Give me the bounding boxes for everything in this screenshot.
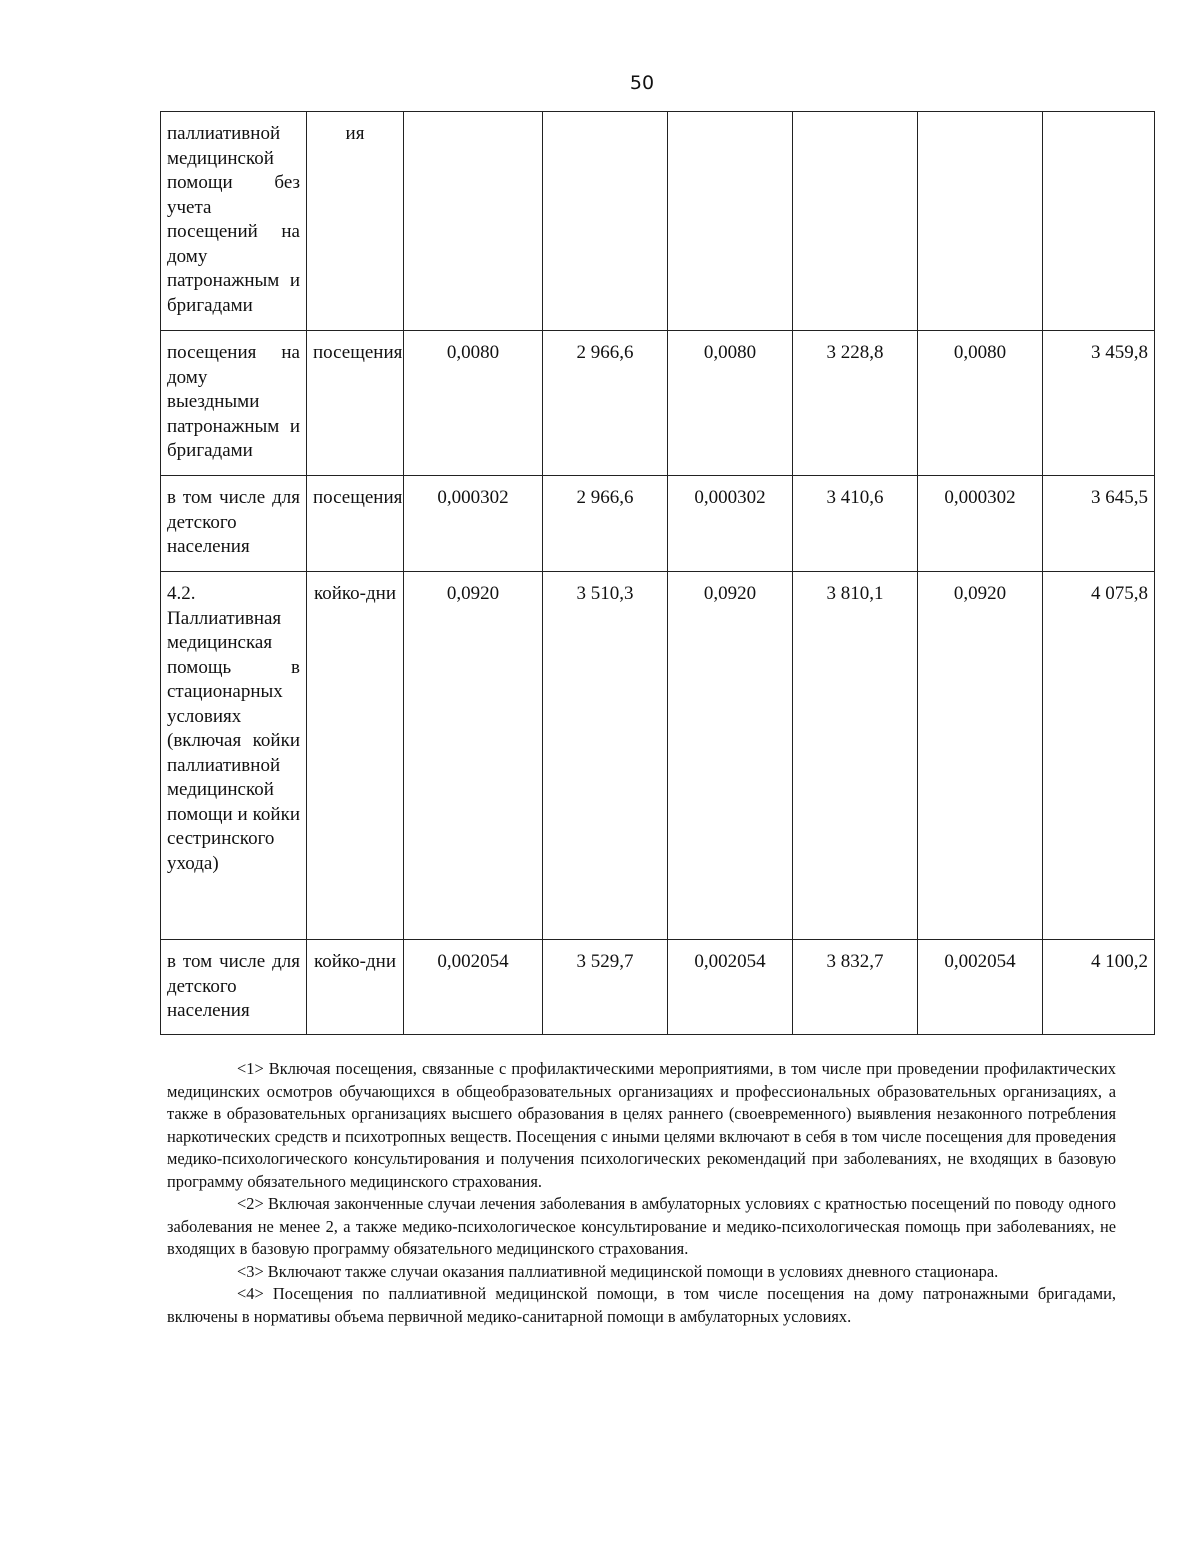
cell-value: 3 810,1 bbox=[793, 572, 918, 940]
table-row bbox=[161, 331, 1155, 476]
cell-value bbox=[793, 112, 918, 331]
cell-value: 4 100,2 bbox=[1043, 940, 1155, 1035]
cell-value: 0,0080 bbox=[918, 331, 1043, 476]
cell-value: 2 966,6 bbox=[543, 331, 668, 476]
cell-value: 3 510,3 bbox=[543, 572, 668, 940]
cell-value: 0,0920 bbox=[918, 572, 1043, 940]
footnote-4: <4> Посещения по паллиативной медицинской помощи, в том числе посещения на дому патронажными бригадами, включены в нормативы объема первичной медико-санитарной помощи в амбулаторных условиях. bbox=[167, 1284, 1116, 1326]
row-unit: посещения bbox=[307, 476, 404, 572]
cell-value: 4 075,8 bbox=[1043, 572, 1155, 940]
row-unit: ия bbox=[307, 112, 404, 331]
table-row bbox=[161, 940, 1155, 1035]
footnote-2: <2> Включая законченные случаи лечения заболевания в амбулаторных условиях с кратностью посещений по поводу одного заболевания не менее 2, а также медико-психологическое консультирование и медико-психологическая помощь при заболеваниях, не входящих в базовую программу обязательного медицинского страхования. bbox=[167, 1194, 1116, 1258]
row-unit: койко-дни bbox=[307, 940, 404, 1035]
cell-value: 0,0920 bbox=[404, 572, 543, 940]
page-number: 50 bbox=[629, 72, 655, 94]
cell-value: 3 832,7 bbox=[793, 940, 918, 1035]
cell-value: 0,000302 bbox=[668, 476, 793, 572]
row-name: в том числе для детского населения bbox=[161, 476, 307, 572]
cell-value: 0,0080 bbox=[668, 331, 793, 476]
cell-value bbox=[668, 112, 793, 331]
cell-value: 3 228,8 bbox=[793, 331, 918, 476]
row-name: 4.2. Паллиативная медицинская помощь в стационарных условиях (включая койки паллиативной медицинской помощи и койки сестринского ухода) bbox=[161, 572, 307, 940]
cell-value: 0,000302 bbox=[918, 476, 1043, 572]
row-name: посещения на дому выездными патронажным и бригадами bbox=[161, 331, 307, 476]
cell-value: 0,000302 bbox=[404, 476, 543, 572]
footnotes bbox=[167, 1058, 1116, 1328]
cell-value: 3 529,7 bbox=[543, 940, 668, 1035]
row-name: в том числе для детского населения bbox=[161, 940, 307, 1035]
table-row bbox=[161, 112, 1155, 331]
row-unit: койко-дни bbox=[307, 572, 404, 940]
cell-value: 0,0920 bbox=[668, 572, 793, 940]
table-row bbox=[161, 572, 1155, 940]
cell-value bbox=[543, 112, 668, 331]
cell-value: 3 645,5 bbox=[1043, 476, 1155, 572]
cell-value: 0,0080 bbox=[404, 331, 543, 476]
cell-value: 0,002054 bbox=[668, 940, 793, 1035]
cell-value: 3 410,6 bbox=[793, 476, 918, 572]
cell-value: 3 459,8 bbox=[1043, 331, 1155, 476]
cell-value bbox=[1043, 112, 1155, 331]
cell-value: 0,002054 bbox=[918, 940, 1043, 1035]
cell-value bbox=[404, 112, 543, 331]
cell-value bbox=[918, 112, 1043, 331]
cell-value: 2 966,6 bbox=[543, 476, 668, 572]
cell-value: 0,002054 bbox=[404, 940, 543, 1035]
norms-table bbox=[160, 111, 1155, 1035]
footnote-1: <1> Включая посещения, связанные с профилактическими мероприятиями, в том числе при проведении профилактических медицинских осмотров обучающихся в общеобразовательных организациях и профессиональных образовательных организациях, а также в образовательных организациях высшего образования в целях раннего (своевременного) выявления незаконного потребления наркотических средств и психотропных веществ. Посещения с иными целями включают в себя в том числе посещения для проведения медико-психологического консультирования и получения психологических рекомендаций при заболеваниях, не входящих в базовую программу обязательного медицинского страхования. bbox=[167, 1059, 1116, 1191]
row-name: паллиативной медицинской помощи без учета посещений на дому патронажным и бригадами bbox=[161, 112, 307, 331]
table-row bbox=[161, 476, 1155, 572]
footnote-3: <3> Включают также случаи оказания паллиативной медицинской помощи в условиях дневного стационара. bbox=[237, 1261, 999, 1281]
row-unit: посещения bbox=[307, 331, 404, 476]
